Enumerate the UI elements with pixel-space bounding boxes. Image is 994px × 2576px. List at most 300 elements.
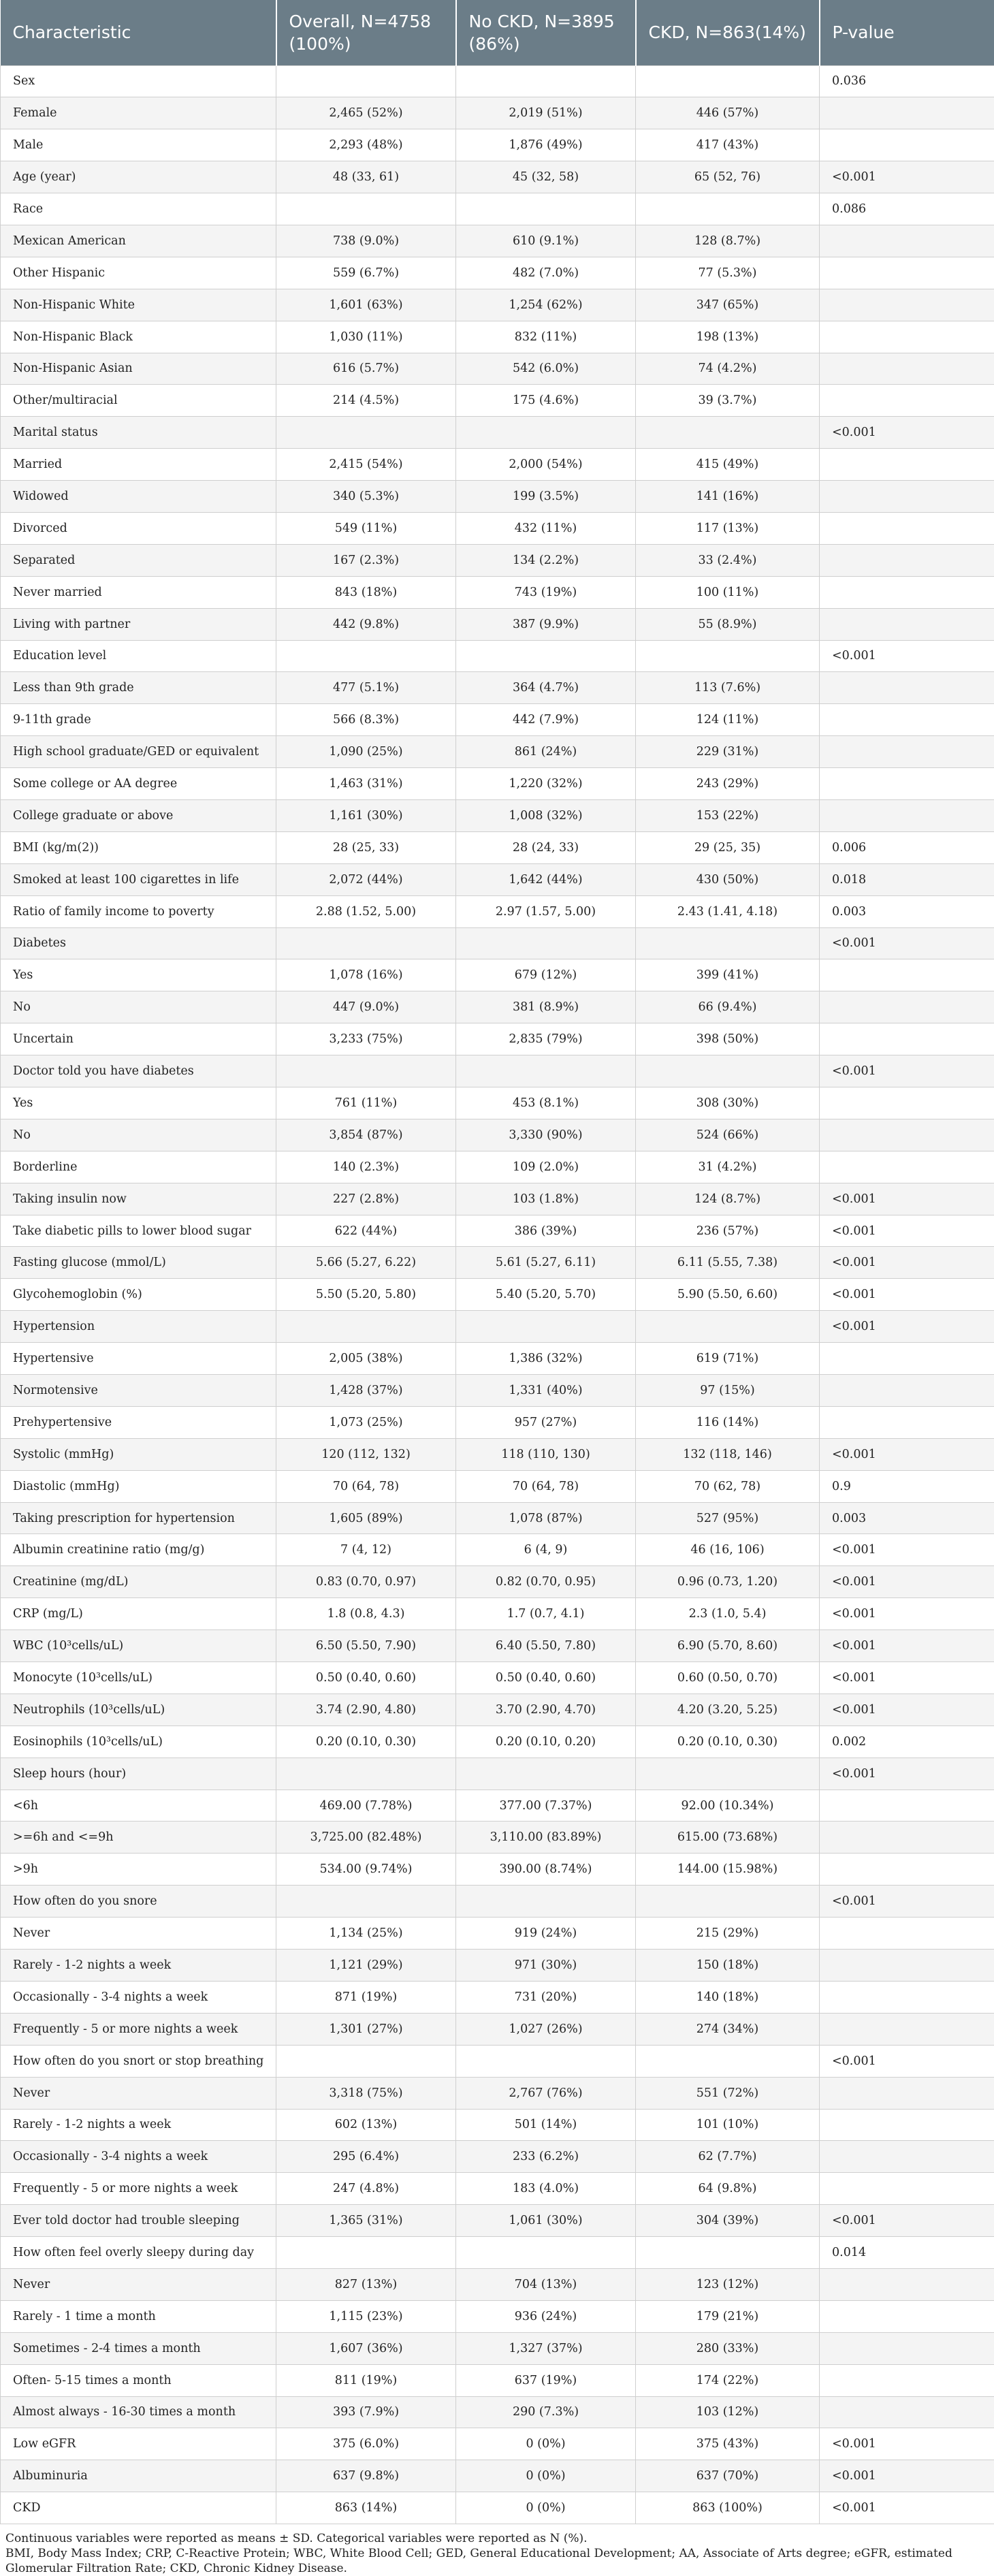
cell-p-value <box>820 799 994 831</box>
cell-overall: 1,073 (25%) <box>276 1406 456 1438</box>
cell-overall: 1,030 (11%) <box>276 321 456 353</box>
table-row <box>1 1822 994 1854</box>
cell-p-value: 0.003 <box>820 1502 994 1534</box>
cell-characteristic: Separated <box>1 544 276 576</box>
table-row <box>1 1790 994 1822</box>
cell-p-value <box>820 289 994 321</box>
cell-overall: 811 (19%) <box>276 2364 456 2396</box>
cell-ckd: 116 (14%) <box>636 1406 820 1438</box>
cell-overall: 227 (2.8%) <box>276 1183 456 1215</box>
cell-ckd <box>636 193 820 225</box>
cell-ckd: 64 (9.8%) <box>636 2173 820 2205</box>
cell-characteristic: Low eGFR <box>1 2428 276 2460</box>
cell-characteristic: No <box>1 991 276 1023</box>
cell-overall <box>276 1758 456 1790</box>
cell-overall: 5.66 (5.27, 6.22) <box>276 1247 456 1279</box>
cell-p-value: 0.002 <box>820 1726 994 1758</box>
cell-ckd: 5.90 (5.50, 6.60) <box>636 1279 820 1311</box>
cell-ckd: 124 (11%) <box>636 704 820 736</box>
cell-p-value: 0.036 <box>820 65 994 97</box>
cell-characteristic: Other/multiracial <box>1 385 276 417</box>
cell-p-value <box>820 1406 994 1438</box>
cell-no-ckd: 704 (13%) <box>456 2268 636 2300</box>
cell-ckd: 398 (50%) <box>636 1023 820 1055</box>
cell-characteristic: Some college or AA degree <box>1 768 276 800</box>
table-row <box>1 1279 994 1311</box>
cell-no-ckd: 3.70 (2.90, 4.70) <box>456 1694 636 1726</box>
cell-overall: 3.74 (2.90, 4.80) <box>276 1694 456 1726</box>
cell-characteristic: Never married <box>1 576 276 608</box>
cell-ckd: 0.60 (0.50, 0.70) <box>636 1662 820 1694</box>
cell-overall: 393 (7.9%) <box>276 2396 456 2428</box>
cell-ckd: 113 (7.6%) <box>636 672 820 704</box>
table-row <box>1 1438 994 1470</box>
cell-ckd: 123 (12%) <box>636 2268 820 2300</box>
table-row <box>1 2173 994 2205</box>
cell-p-value <box>820 608 994 640</box>
cell-ckd: 619 (71%) <box>636 1343 820 1375</box>
cell-ckd: 46 (16, 106) <box>636 1534 820 1566</box>
cell-no-ckd: 0.50 (0.40, 0.60) <box>456 1662 636 1694</box>
table-row <box>1 1119 994 1151</box>
cell-overall <box>276 1311 456 1343</box>
cell-no-ckd: 453 (8.1%) <box>456 1087 636 1119</box>
cell-no-ckd: 290 (7.3%) <box>456 2396 636 2428</box>
cell-ckd: 179 (21%) <box>636 2300 820 2332</box>
cell-characteristic: Non-Hispanic White <box>1 289 276 321</box>
cell-p-value <box>820 672 994 704</box>
cell-characteristic: Creatinine (mg/dL) <box>1 1566 276 1598</box>
table-row <box>1 959 994 991</box>
cell-no-ckd: 103 (1.8%) <box>456 1183 636 1215</box>
table-header-row <box>1 0 994 65</box>
cell-ckd <box>636 65 820 97</box>
cell-ckd: 430 (50%) <box>636 863 820 895</box>
cell-overall: 167 (2.3%) <box>276 544 456 576</box>
header-characteristic: Characteristic <box>1 0 276 65</box>
table-row <box>1 1183 994 1215</box>
cell-p-value: <0.001 <box>820 417 994 449</box>
cell-ckd <box>636 1886 820 1918</box>
table-row <box>1 1566 994 1598</box>
cell-characteristic: Glycohemoglobin (%) <box>1 1279 276 1311</box>
table-row <box>1 417 994 449</box>
cell-p-value: <0.001 <box>820 1279 994 1311</box>
cell-ckd: 446 (57%) <box>636 97 820 129</box>
cell-p-value <box>820 768 994 800</box>
table-row <box>1 161 994 193</box>
cell-ckd: 100 (11%) <box>636 576 820 608</box>
table-row <box>1 481 994 513</box>
cell-characteristic: Hypertension <box>1 1311 276 1343</box>
footnote-methods: Continuous variables were reported as means ± SD. Categorical variables were reported as N (%). <box>5 2531 989 2546</box>
table-row <box>1 129 994 161</box>
table-row <box>1 225 994 257</box>
cell-characteristic: Other Hispanic <box>1 257 276 289</box>
cell-no-ckd: 5.40 (5.20, 5.70) <box>456 1279 636 1311</box>
cell-characteristic: Often- 5-15 times a month <box>1 2364 276 2396</box>
cell-ckd: 117 (13%) <box>636 512 820 544</box>
cell-ckd: 417 (43%) <box>636 129 820 161</box>
cell-p-value <box>820 576 994 608</box>
cell-overall <box>276 193 456 225</box>
cell-overall <box>276 640 456 672</box>
cell-overall: 1,365 (31%) <box>276 2205 456 2237</box>
cell-overall: 1,605 (89%) <box>276 1502 456 1534</box>
cell-no-ckd: 118 (110, 130) <box>456 1438 636 1470</box>
cell-overall: 247 (4.8%) <box>276 2173 456 2205</box>
cell-ckd: 863 (100%) <box>636 2492 820 2524</box>
cell-characteristic: Frequently - 5 or more nights a week <box>1 2013 276 2045</box>
table-row <box>1 289 994 321</box>
table-row <box>1 544 994 576</box>
cell-overall: 340 (5.3%) <box>276 481 456 513</box>
cell-no-ckd: 70 (64, 78) <box>456 1470 636 1502</box>
cell-ckd: 103 (12%) <box>636 2396 820 2428</box>
cell-characteristic: Taking prescription for hypertension <box>1 1502 276 1534</box>
cell-p-value <box>820 97 994 129</box>
cell-p-value: 0.018 <box>820 863 994 895</box>
cell-no-ckd: 386 (39%) <box>456 1215 636 1247</box>
cell-no-ckd <box>456 2045 636 2077</box>
cell-characteristic: Diastolic (mmHg) <box>1 1470 276 1502</box>
cell-no-ckd: 971 (30%) <box>456 1950 636 1982</box>
table-row <box>1 321 994 353</box>
cell-ckd: 215 (29%) <box>636 1918 820 1950</box>
cell-characteristic: How often feel overly sleepy during day <box>1 2237 276 2269</box>
cell-p-value: 0.003 <box>820 895 994 927</box>
cell-overall: 1,161 (30%) <box>276 799 456 831</box>
cell-ckd: 375 (43%) <box>636 2428 820 2460</box>
table-row <box>1 1470 994 1502</box>
cell-characteristic: >9h <box>1 1854 276 1886</box>
cell-characteristic: Female <box>1 97 276 129</box>
cell-overall: 0.20 (0.10, 0.30) <box>276 1726 456 1758</box>
cell-p-value: <0.001 <box>820 161 994 193</box>
cell-ckd: 0.20 (0.10, 0.30) <box>636 1726 820 1758</box>
cell-overall: 1,428 (37%) <box>276 1375 456 1407</box>
table-row <box>1 1343 994 1375</box>
cell-characteristic: Rarely - 1-2 nights a week <box>1 2109 276 2141</box>
cell-no-ckd: 390.00 (8.74%) <box>456 1854 636 1886</box>
cell-overall: 6.50 (5.50, 7.90) <box>276 1630 456 1662</box>
cell-overall: 2,465 (52%) <box>276 97 456 129</box>
cell-overall: 2,293 (48%) <box>276 129 456 161</box>
cell-characteristic: How often do you snore <box>1 1886 276 1918</box>
cell-overall: 442 (9.8%) <box>276 608 456 640</box>
cell-ckd <box>636 1311 820 1343</box>
cell-no-ckd: 957 (27%) <box>456 1406 636 1438</box>
cell-no-ckd: 2,000 (54%) <box>456 449 636 481</box>
cell-characteristic: >=6h and <=9h <box>1 1822 276 1854</box>
cell-no-ckd: 432 (11%) <box>456 512 636 544</box>
table-body <box>1 65 994 2524</box>
cell-ckd: 31 (4.2%) <box>636 1151 820 1183</box>
cell-overall: 2.88 (1.52, 5.00) <box>276 895 456 927</box>
cell-overall: 120 (112, 132) <box>276 1438 456 1470</box>
cell-ckd: 637 (70%) <box>636 2460 820 2492</box>
cell-ckd: 29 (25, 35) <box>636 831 820 863</box>
table-row <box>1 1918 994 1950</box>
cell-no-ckd: 377.00 (7.37%) <box>456 1790 636 1822</box>
cell-no-ckd: 637 (19%) <box>456 2364 636 2396</box>
cell-overall: 3,233 (75%) <box>276 1023 456 1055</box>
cell-characteristic: Never <box>1 2077 276 2109</box>
cell-overall: 214 (4.5%) <box>276 385 456 417</box>
cell-no-ckd: 1,642 (44%) <box>456 863 636 895</box>
cell-ckd: 132 (118, 146) <box>636 1438 820 1470</box>
cell-no-ckd: 610 (9.1%) <box>456 225 636 257</box>
cell-overall: 1,601 (63%) <box>276 289 456 321</box>
cell-no-ckd: 861 (24%) <box>456 736 636 768</box>
cell-p-value <box>820 1950 994 1982</box>
cell-characteristic: WBC (10³cells/uL) <box>1 1630 276 1662</box>
cell-overall: 7 (4, 12) <box>276 1534 456 1566</box>
cell-overall <box>276 65 456 97</box>
cell-ckd: 280 (33%) <box>636 2332 820 2364</box>
cell-p-value <box>820 1151 994 1183</box>
cell-ckd: 6.90 (5.70, 8.60) <box>636 1630 820 1662</box>
cell-no-ckd: 0 (0%) <box>456 2428 636 2460</box>
cell-overall: 28 (25, 33) <box>276 831 456 863</box>
cell-ckd: 399 (41%) <box>636 959 820 991</box>
cell-ckd <box>636 2237 820 2269</box>
cell-characteristic: Marital status <box>1 417 276 449</box>
cell-no-ckd: 364 (4.7%) <box>456 672 636 704</box>
cell-ckd: 6.11 (5.55, 7.38) <box>636 1247 820 1279</box>
cell-overall: 738 (9.0%) <box>276 225 456 257</box>
cell-characteristic: Sleep hours (hour) <box>1 1758 276 1790</box>
table-row <box>1 2109 994 2141</box>
cell-overall <box>276 2045 456 2077</box>
cell-characteristic: Non-Hispanic Asian <box>1 353 276 385</box>
cell-p-value: <0.001 <box>820 1055 994 1087</box>
cell-no-ckd: 919 (24%) <box>456 1918 636 1950</box>
cell-no-ckd <box>456 1886 636 1918</box>
cell-overall <box>276 1055 456 1087</box>
table-row <box>1 1598 994 1630</box>
cell-no-ckd: 1,331 (40%) <box>456 1375 636 1407</box>
cell-no-ckd: 1,327 (37%) <box>456 2332 636 2364</box>
cell-ckd: 229 (31%) <box>636 736 820 768</box>
cell-ckd: 274 (34%) <box>636 2013 820 2045</box>
cell-no-ckd <box>456 193 636 225</box>
table-row <box>1 1151 994 1183</box>
table-row <box>1 1406 994 1438</box>
cell-p-value: <0.001 <box>820 1598 994 1630</box>
cell-ckd: 527 (95%) <box>636 1502 820 1534</box>
cell-p-value: <0.001 <box>820 1247 994 1279</box>
header-p-value: P-value <box>820 0 994 65</box>
cell-characteristic: Ever told doctor had trouble sleeping <box>1 2205 276 2237</box>
cell-overall: 827 (13%) <box>276 2268 456 2300</box>
cell-ckd: 236 (57%) <box>636 1215 820 1247</box>
cell-overall: 469.00 (7.78%) <box>276 1790 456 1822</box>
cell-characteristic: No <box>1 1119 276 1151</box>
cell-p-value <box>820 2109 994 2141</box>
table-row <box>1 1694 994 1726</box>
cell-p-value: <0.001 <box>820 2460 994 2492</box>
cell-characteristic: College graduate or above <box>1 799 276 831</box>
cell-ckd: 101 (10%) <box>636 2109 820 2141</box>
cell-characteristic: Widowed <box>1 481 276 513</box>
cell-overall: 70 (64, 78) <box>276 1470 456 1502</box>
cell-overall: 566 (8.3%) <box>276 704 456 736</box>
table-row <box>1 1087 994 1119</box>
cell-characteristic: Race <box>1 193 276 225</box>
cell-overall: 602 (13%) <box>276 2109 456 2141</box>
cell-characteristic: Prehypertensive <box>1 1406 276 1438</box>
table-row <box>1 1886 994 1918</box>
cell-p-value: <0.001 <box>820 2205 994 2237</box>
table-row <box>1 672 994 704</box>
table-row <box>1 2013 994 2045</box>
table-row <box>1 2268 994 2300</box>
cell-no-ckd: 6 (4, 9) <box>456 1534 636 1566</box>
cell-overall: 1.8 (0.8, 4.3) <box>276 1598 456 1630</box>
cell-p-value: <0.001 <box>820 2045 994 2077</box>
cell-p-value: <0.001 <box>820 1438 994 1470</box>
cell-ckd: 415 (49%) <box>636 449 820 481</box>
table-row <box>1 2396 994 2428</box>
cell-no-ckd: 482 (7.0%) <box>456 257 636 289</box>
cell-ckd: 74 (4.2%) <box>636 353 820 385</box>
cell-no-ckd: 2,019 (51%) <box>456 97 636 129</box>
cell-ckd <box>636 1055 820 1087</box>
cell-no-ckd: 199 (3.5%) <box>456 481 636 513</box>
cell-ckd: 144.00 (15.98%) <box>636 1854 820 1886</box>
cell-characteristic: Diabetes <box>1 927 276 959</box>
cell-no-ckd: 542 (6.0%) <box>456 353 636 385</box>
cell-characteristic: Married <box>1 449 276 481</box>
table-row <box>1 2077 994 2109</box>
cell-p-value <box>820 481 994 513</box>
cell-p-value <box>820 1343 994 1375</box>
cell-p-value <box>820 2364 994 2396</box>
cell-characteristic: BMI (kg/m(2)) <box>1 831 276 863</box>
table-row <box>1 1854 994 1886</box>
cell-characteristic: Never <box>1 2268 276 2300</box>
cell-ckd: 4.20 (3.20, 5.25) <box>636 1694 820 1726</box>
cell-p-value: <0.001 <box>820 1534 994 1566</box>
cell-overall: 1,121 (29%) <box>276 1950 456 1982</box>
table-row <box>1 385 994 417</box>
cell-p-value <box>820 257 994 289</box>
cell-overall: 1,115 (23%) <box>276 2300 456 2332</box>
cell-no-ckd: 1,254 (62%) <box>456 289 636 321</box>
cell-characteristic: Frequently - 5 or more nights a week <box>1 2173 276 2205</box>
cell-overall: 2,005 (38%) <box>276 1343 456 1375</box>
cell-characteristic: Monocyte (10³cells/uL) <box>1 1662 276 1694</box>
cell-no-ckd <box>456 1055 636 1087</box>
table-row <box>1 1630 994 1662</box>
cell-overall: 2,415 (54%) <box>276 449 456 481</box>
cell-ckd: 304 (39%) <box>636 2205 820 2237</box>
table-row <box>1 2300 994 2332</box>
cell-ckd: 347 (65%) <box>636 289 820 321</box>
cell-no-ckd <box>456 1311 636 1343</box>
cell-ckd: 150 (18%) <box>636 1950 820 1982</box>
cell-no-ckd: 743 (19%) <box>456 576 636 608</box>
table-row <box>1 640 994 672</box>
cell-p-value: <0.001 <box>820 640 994 672</box>
cell-overall: 447 (9.0%) <box>276 991 456 1023</box>
table-row <box>1 576 994 608</box>
cell-ckd: 141 (16%) <box>636 481 820 513</box>
cell-no-ckd: 0.20 (0.10, 0.20) <box>456 1726 636 1758</box>
cell-no-ckd: 233 (6.2%) <box>456 2141 636 2173</box>
header-overall: Overall, N=4758 (100%) <box>276 0 456 65</box>
cell-no-ckd: 28 (24, 33) <box>456 831 636 863</box>
cell-p-value <box>820 959 994 991</box>
cell-ckd: 2.3 (1.0, 5.4) <box>636 1598 820 1630</box>
cell-characteristic: Systolic (mmHg) <box>1 1438 276 1470</box>
cell-no-ckd: 134 (2.2%) <box>456 544 636 576</box>
table-row <box>1 97 994 129</box>
cell-p-value <box>820 1119 994 1151</box>
cell-characteristic: Sex <box>1 65 276 97</box>
cell-ckd: 524 (66%) <box>636 1119 820 1151</box>
table-row <box>1 1502 994 1534</box>
cell-p-value <box>820 2396 994 2428</box>
cell-p-value: 0.014 <box>820 2237 994 2269</box>
cell-no-ckd: 501 (14%) <box>456 2109 636 2141</box>
cell-p-value <box>820 1854 994 1886</box>
cell-overall: 863 (14%) <box>276 2492 456 2524</box>
cell-p-value <box>820 1023 994 1055</box>
table-row <box>1 1981 994 2013</box>
cell-no-ckd: 1.7 (0.7, 4.1) <box>456 1598 636 1630</box>
cell-p-value: <0.001 <box>820 1886 994 1918</box>
cell-characteristic: Normotensive <box>1 1375 276 1407</box>
cell-p-value: <0.001 <box>820 1566 994 1598</box>
cell-ckd: 198 (13%) <box>636 321 820 353</box>
cell-characteristic: Albuminuria <box>1 2460 276 2492</box>
cell-no-ckd: 2,767 (76%) <box>456 2077 636 2109</box>
cell-overall: 0.50 (0.40, 0.60) <box>276 1662 456 1694</box>
cell-p-value: <0.001 <box>820 1758 994 1790</box>
cell-no-ckd <box>456 417 636 449</box>
table-row <box>1 991 994 1023</box>
cell-no-ckd: 1,078 (87%) <box>456 1502 636 1534</box>
cell-overall <box>276 927 456 959</box>
cell-no-ckd: 731 (20%) <box>456 1981 636 2013</box>
cell-p-value <box>820 225 994 257</box>
cell-characteristic: 9-11th grade <box>1 704 276 736</box>
cell-no-ckd: 2,835 (79%) <box>456 1023 636 1055</box>
cell-no-ckd: 183 (4.0%) <box>456 2173 636 2205</box>
table-row <box>1 799 994 831</box>
cell-characteristic: Age (year) <box>1 161 276 193</box>
cell-characteristic: Smoked at least 100 cigarettes in life <box>1 863 276 895</box>
table-row <box>1 831 994 863</box>
cell-characteristic: Living with partner <box>1 608 276 640</box>
cell-p-value: 0.086 <box>820 193 994 225</box>
cell-p-value <box>820 129 994 161</box>
cell-no-ckd: 387 (9.9%) <box>456 608 636 640</box>
cell-p-value <box>820 321 994 353</box>
cell-p-value: <0.001 <box>820 1630 994 1662</box>
table-row <box>1 2460 994 2492</box>
cell-no-ckd: 1,008 (32%) <box>456 799 636 831</box>
cell-p-value: <0.001 <box>820 2428 994 2460</box>
table-row <box>1 704 994 736</box>
cell-characteristic: Yes <box>1 959 276 991</box>
cell-no-ckd: 2.97 (1.57, 5.00) <box>456 895 636 927</box>
table-footnotes <box>0 2524 994 2576</box>
cell-overall: 549 (11%) <box>276 512 456 544</box>
cell-overall: 3,725.00 (82.48%) <box>276 1822 456 1854</box>
